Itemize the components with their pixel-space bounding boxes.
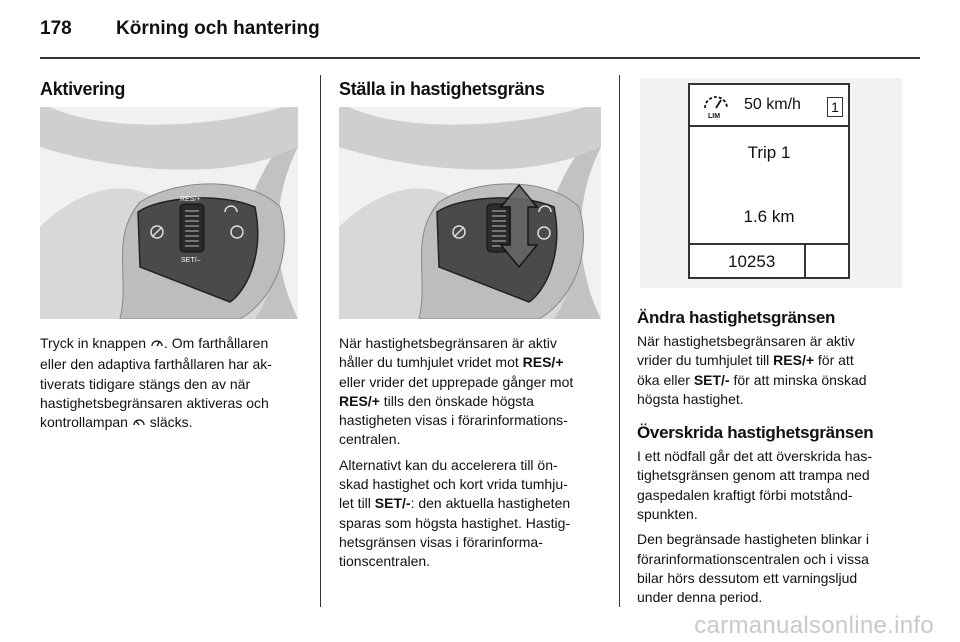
header-rule <box>40 57 920 59</box>
set-p2-l6: tionscentralen. <box>339 553 431 570</box>
exceed-l3: gaspedalen kraftigt förbi motstånd- <box>637 486 853 503</box>
set-p1-l6: centralen. <box>339 431 401 448</box>
activation-text <box>40 334 310 434</box>
activation-line-1b: . Om farthållaren <box>163 335 269 351</box>
activation-line-3: tiverats tidigare stängs den av när <box>40 375 251 392</box>
set-label: SET/– <box>181 257 201 264</box>
section-heading-exceed-limit: Överskrida hastighetsgränsen <box>637 423 874 443</box>
set-p2-l5: hetsgränsen visas i förarinforma- <box>339 533 543 550</box>
blink-l2: förarinformationscentralen och i vissa <box>637 550 869 567</box>
lim-badge: LIM <box>708 113 721 119</box>
activation-line-1a: Tryck in knappen <box>40 335 147 351</box>
section-heading-change-limit: Ändra hastighetsgränsen <box>637 308 836 327</box>
set-p2-l4: sparas som högsta hastighet. Hastig- <box>339 514 571 531</box>
exceed-l2: tighetsgränsen genom att trampa ned <box>637 467 870 484</box>
steering-wheel-illustration-1 <box>40 107 298 319</box>
section-heading-activation: Aktivering <box>40 79 126 99</box>
trip-label: Trip 1 <box>747 143 791 162</box>
res-label: RES/+ <box>180 196 201 203</box>
exceed-l1: I ett nödfall går det att överskrida has- <box>637 448 873 465</box>
change-l2a: vrider du tumhjulet till <box>637 352 774 369</box>
lcd-divider-bottom <box>690 243 848 245</box>
activation-line-5a: kontrollampan <box>40 414 128 431</box>
set-p1-l5: hastigheten visas i förarinformations- <box>339 412 568 429</box>
driver-info-display-illustration <box>640 78 902 288</box>
set-p2-l2: skad hastighet och kort vrida tumhju- <box>339 476 568 493</box>
lcd-bottom-separator <box>804 245 806 277</box>
set-p1-l1: När hastighetsbegränsaren är aktiv <box>339 335 557 351</box>
change-l2c: för att <box>814 352 854 369</box>
lcd-top-row <box>690 85 848 125</box>
set-p2-l3b: SET/- <box>374 495 411 512</box>
section-heading-set-limit: Ställa in hastighetsgräns <box>339 79 545 99</box>
page-title: Körning och hantering <box>116 18 320 39</box>
blink-l1: Den begränsade hastigheten blinkar i <box>637 531 869 548</box>
set-p2-l3a: let till <box>339 495 375 512</box>
lcd-panel <box>688 83 850 279</box>
trip-distance: 1.6 km <box>743 207 795 226</box>
set-limit-text <box>339 334 607 572</box>
change-limit-section <box>637 308 907 608</box>
set-p1-l2a: håller du tumhjulet vridet mot <box>339 354 523 371</box>
blink-l3: bilar hörs dessutom ett varningsljud <box>637 569 858 586</box>
change-l1: När hastighetsbegränsaren är aktiv <box>637 333 855 349</box>
speed-limit-value: 50 km/h <box>744 96 801 113</box>
lcd-divider-top <box>690 125 848 127</box>
change-l3b: SET/- <box>693 371 730 388</box>
change-l2b: RES/+ <box>773 352 815 369</box>
cruise-control-icon <box>132 415 146 434</box>
set-p1-l4a: RES/+ <box>339 392 380 409</box>
odometer-value: 10253 <box>728 252 776 271</box>
change-l4: högsta hastighet. <box>637 390 744 407</box>
set-p1-l3: eller vrider det upprepade gånger mot <box>339 373 574 390</box>
blink-l4: under denna period. <box>637 589 763 606</box>
set-p2-l1: Alternativt kan du accelerera till ön- <box>339 456 558 473</box>
page-number: 178 <box>40 18 72 39</box>
activation-line-2: eller den adaptiva farthållaren har ak- <box>40 356 272 373</box>
set-p1-l4b: tills den önskade högsta <box>379 392 534 409</box>
steering-wheel-illustration-2 <box>339 107 601 319</box>
watermark: carmanualsonline.info <box>694 612 934 639</box>
activation-line-5b: släcks. <box>149 414 193 431</box>
speed-limiter-icon <box>150 336 164 355</box>
change-l3c: för att minska önskad <box>729 371 867 388</box>
change-l3a: öka eller <box>637 371 694 388</box>
set-p1-l2b: RES/+ <box>522 354 564 371</box>
set-p2-l3c: : den aktuella hastigheten <box>410 495 571 512</box>
speed-limiter-lim-icon <box>702 93 730 124</box>
column-divider-2 <box>619 75 620 607</box>
activation-line-4: hastighetsbegränsaren aktiveras och <box>40 394 269 411</box>
exceed-l4: spunkten. <box>637 506 698 523</box>
gear-indicator: 1 <box>827 97 843 117</box>
column-divider-1 <box>320 75 321 607</box>
